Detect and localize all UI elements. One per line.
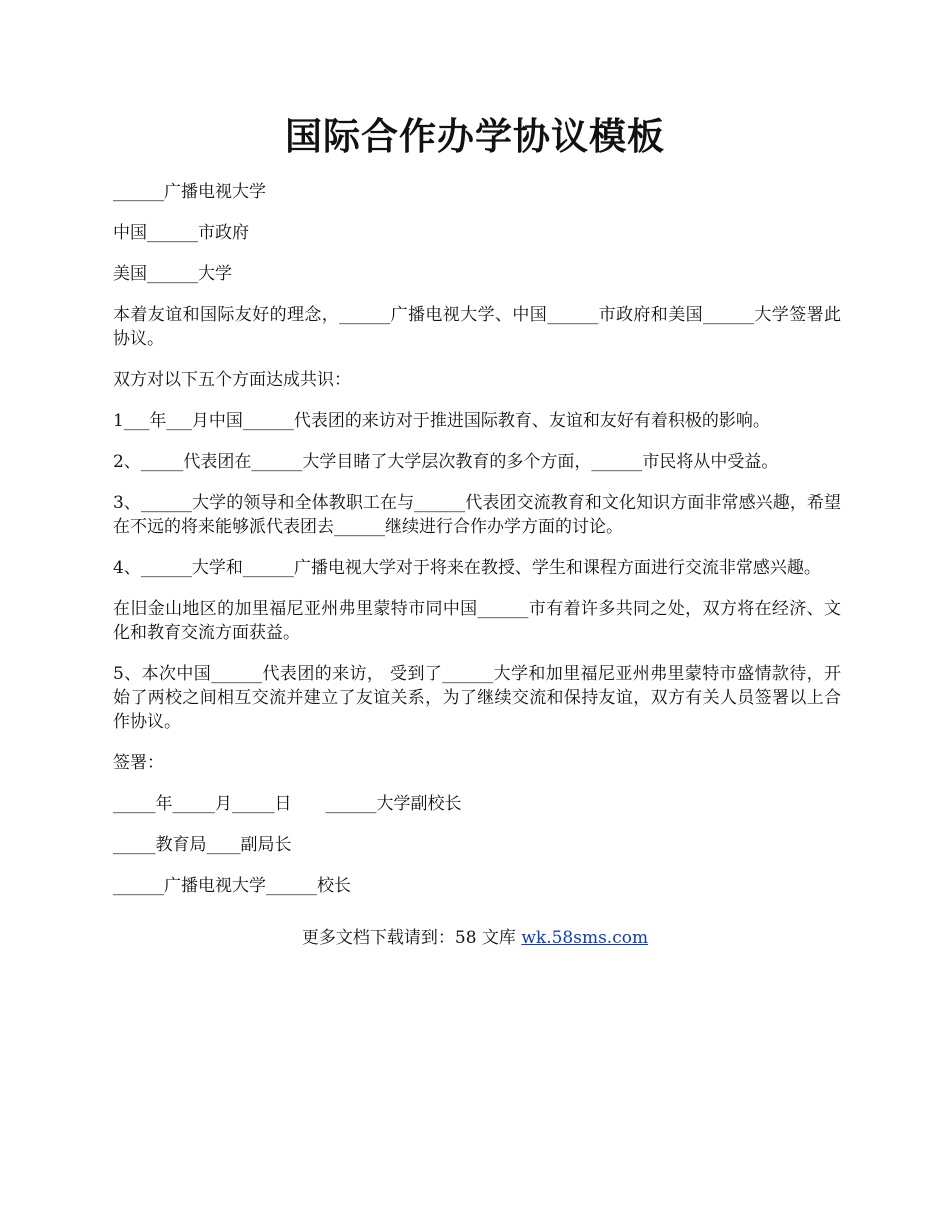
signature-president-line: ______广播电视大学______校长: [113, 876, 351, 896]
clause-3: 3、______大学的领导和全体教职工在与______代表团交流教育和文化知识方面非常感兴趣，希望在不远的将来能够派代表团去______继续进行合作办学方面的讨论。: [113, 493, 841, 537]
signature-bureau-line: _____教育局____副局长: [113, 835, 292, 855]
clause-4: 4、______大学和______广播电视大学对于将来在教授、学生和课程方面进行交流非常感兴趣。: [113, 558, 821, 578]
clause-5: 5、本次中国______代表团的来访， 受到了______大学和加里福尼亚州弗里蒙特市盛情款待，开始了两校之间相互交流并建立了友谊关系，为了继续交流和保持友谊，双方有关人员签署以上合作协议。: [113, 664, 841, 732]
preamble-paragraph: 本着友谊和国际友好的理念，______广播电视大学、中国______市政府和美国______大学签署此协议。: [113, 305, 841, 349]
footer: [0, 926, 950, 950]
signature-heading: 签署：: [113, 753, 164, 773]
party-tv-university: ______广播电视大学: [113, 182, 266, 202]
clause-1: 1___年___月中国______代表团的来访对于推进国际教育、友谊和友好有着积极的影响。: [113, 411, 770, 431]
footer-link[interactable]: wk.58sms.com: [521, 928, 649, 948]
consensus-intro: 双方对以下五个方面达成共识：: [113, 370, 351, 390]
document-body: [113, 180, 841, 915]
signature-date: _____年_____月_____日: [113, 794, 292, 814]
party-us-university: 美国______大学: [113, 264, 232, 284]
footer-text: 更多文档下载请到：58 文库: [301, 928, 522, 948]
common-ground-paragraph: 在旧金山地区的加里福尼亚州弗里蒙特市同中国______市有着许多共同之处，双方将在经济、文化和教育交流方面获益。: [113, 599, 841, 643]
vice-president-title: ______大学副校长: [325, 794, 462, 814]
document-title: 国际合作办学协议模板: [285, 114, 665, 158]
party-city-government: 中国______市政府: [113, 223, 249, 243]
signature-date-line: [113, 792, 841, 816]
clause-2: 2、_____代表团在______大学目睹了大学层次教育的多个方面，______市民将从中受益。: [113, 452, 779, 472]
